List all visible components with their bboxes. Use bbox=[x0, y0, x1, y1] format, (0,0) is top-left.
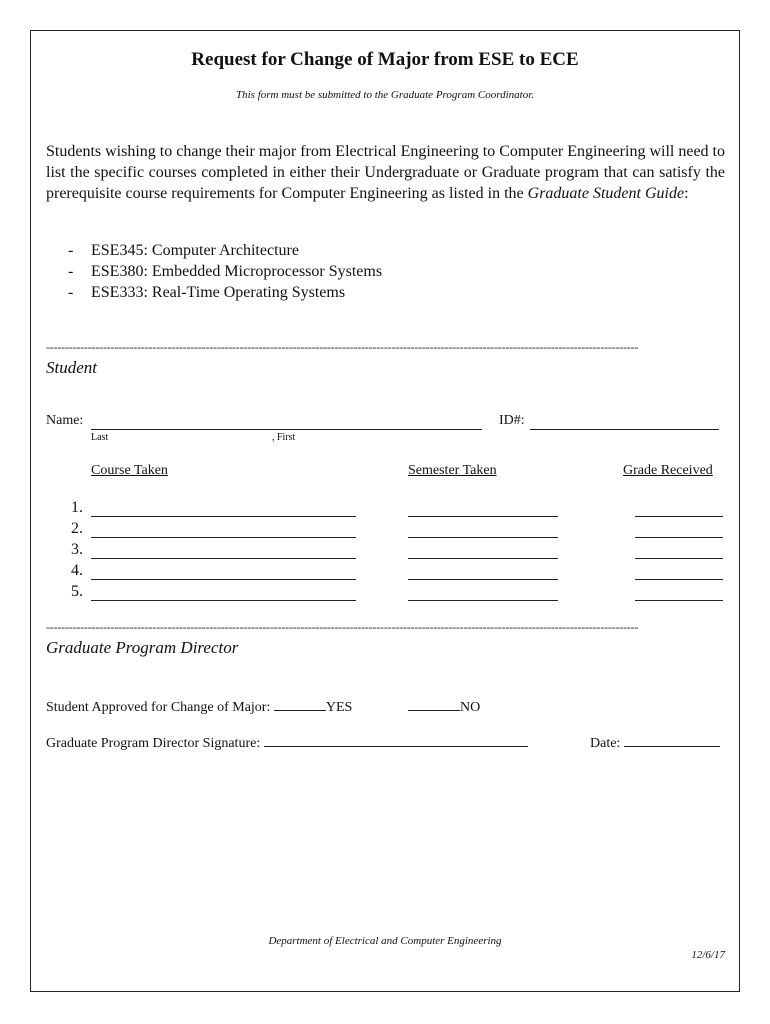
semester-input-line[interactable] bbox=[408, 516, 558, 517]
director-section-heading: Graduate Program Director bbox=[46, 638, 239, 657]
intro-guide-title: Graduate Student Guide bbox=[527, 185, 685, 202]
course-input-line[interactable] bbox=[91, 516, 356, 517]
requirement-label: ESE380: Embedded Microprocessor Systems bbox=[91, 263, 383, 280]
requirement-dash: - bbox=[68, 263, 74, 280]
id-input-line[interactable] bbox=[530, 429, 719, 430]
course-input-line[interactable] bbox=[91, 579, 356, 580]
first-name-caption: , First bbox=[272, 432, 296, 443]
yes-input-line[interactable] bbox=[274, 698, 326, 711]
signature-row bbox=[46, 734, 528, 752]
row-number: 2. bbox=[71, 520, 83, 537]
name-input-line[interactable] bbox=[91, 429, 482, 430]
date-row bbox=[590, 734, 720, 752]
requirement-label: ESE333: Real-Time Operating Systems bbox=[91, 284, 346, 301]
grade-input-line[interactable] bbox=[635, 537, 723, 538]
section-divider: ------------------------------------------------------------------------------------------------------------------------------------------------------------ bbox=[46, 340, 639, 354]
signature-input-line[interactable] bbox=[264, 734, 528, 747]
grade-input-line[interactable] bbox=[635, 600, 723, 601]
requirement-dash: - bbox=[68, 284, 74, 301]
yes-label: YES bbox=[325, 700, 353, 715]
approval-row bbox=[46, 698, 352, 716]
course-input-line[interactable] bbox=[91, 600, 356, 601]
row-number: 4. bbox=[71, 562, 83, 579]
requirement-item bbox=[68, 242, 299, 260]
no-input-line[interactable] bbox=[408, 698, 460, 711]
section-divider: ------------------------------------------------------------------------------------------------------------------------------------------------------------ bbox=[46, 620, 639, 634]
intro-text: Students wishing to change their major from Electrical Engineering to Computer Engineering will need to list the specific courses completed in either their Undergraduate or Graduate program that can satisfy the prerequisite course requirements for Computer Engineering as listed in the bbox=[46, 143, 725, 202]
grade-input-line[interactable] bbox=[635, 516, 723, 517]
semester-input-line[interactable] bbox=[408, 600, 558, 601]
date-input-line[interactable] bbox=[624, 734, 720, 747]
course-input-line[interactable] bbox=[91, 558, 356, 559]
department-footer: Department of Electrical and Computer Engineering bbox=[268, 935, 502, 947]
course-taken-header: Course Taken bbox=[91, 463, 168, 478]
no-option bbox=[408, 698, 480, 716]
requirement-item bbox=[68, 284, 345, 302]
semester-input-line[interactable] bbox=[408, 537, 558, 538]
date-label: Date: bbox=[590, 736, 621, 751]
course-input-line[interactable] bbox=[91, 537, 356, 538]
approval-label: Student Approved for Change of Major: bbox=[46, 700, 271, 715]
id-label: ID#: bbox=[499, 413, 525, 428]
signature-label: Graduate Program Director Signature: bbox=[46, 736, 261, 751]
grade-input-line[interactable] bbox=[635, 579, 723, 580]
grade-input-line[interactable] bbox=[635, 558, 723, 559]
form-title: Request for Change of Major from ESE to ECE bbox=[191, 49, 579, 70]
semester-input-line[interactable] bbox=[408, 558, 558, 559]
grade-received-header: Grade Received bbox=[623, 463, 713, 478]
semester-input-line[interactable] bbox=[408, 579, 558, 580]
last-name-caption: Last bbox=[91, 432, 109, 443]
intro-paragraph bbox=[46, 141, 725, 204]
student-section-heading: Student bbox=[46, 358, 97, 377]
revision-date: 12/6/17 bbox=[691, 949, 725, 961]
requirement-label: ESE345: Computer Architecture bbox=[91, 242, 299, 259]
form-subtitle: This form must be submitted to the Graduate Program Coordinator. bbox=[235, 89, 535, 101]
form-page bbox=[30, 30, 740, 992]
intro-colon: : bbox=[684, 185, 689, 202]
requirement-item bbox=[68, 263, 382, 281]
row-number: 5. bbox=[71, 583, 83, 600]
no-label: NO bbox=[460, 700, 481, 715]
semester-taken-header: Semester Taken bbox=[408, 463, 497, 478]
row-number: 1. bbox=[71, 499, 83, 516]
name-label: Name: bbox=[46, 413, 84, 428]
row-number: 3. bbox=[71, 541, 83, 558]
requirement-dash: - bbox=[68, 242, 74, 259]
